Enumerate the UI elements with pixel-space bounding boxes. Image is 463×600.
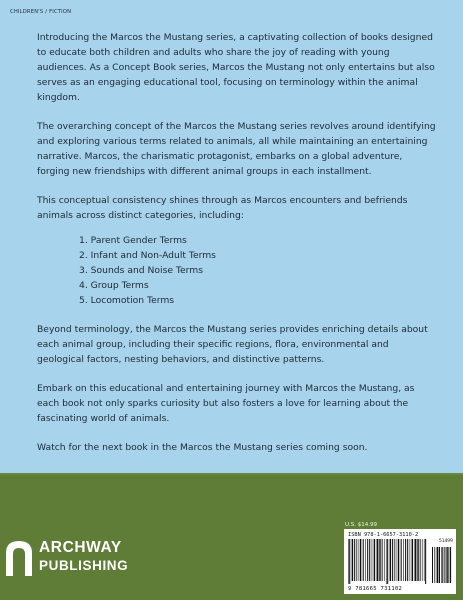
- list-item: 1. Parent Gender Terms: [79, 235, 187, 246]
- publisher-name: ARCHWAY: [39, 539, 122, 556]
- publisher-logo: [5, 534, 155, 584]
- blurb-paragraph-intro: Introducing the Marcos the Mustang series, a captivating collection of books designed to educate both children and adults who share the joy of reading with young audiences. As a Concept Book series, Marcos the Mustang not only entertains but also serves as an engaging educational tool, focusing on terminology within the animal kingdom.: [37, 32, 435, 103]
- blurb-text: [37, 30, 437, 469]
- archway-icon: [5, 539, 33, 577]
- blurb-paragraph-consistency: This conceptual consistency shines through as Marcos encounters and befriends animals across distinct categories, including:: [37, 195, 408, 221]
- blurb-paragraph-next-book: Watch for the next book in the Marcos the Mustang series coming soon.: [37, 442, 368, 453]
- list-item: 3. Sounds and Noise Terms: [79, 265, 203, 276]
- barcode-addon-digits: 51499: [439, 539, 453, 544]
- blurb-paragraph-journey: Embark on this educational and entertaining journey with Marcos the Mustang, as each book not only sparks curiosity but also fosters a love for learning about the fascinating world of animals.: [37, 383, 415, 424]
- isbn-barcode: [344, 529, 456, 594]
- price-label: U.S. $14.99: [345, 522, 378, 528]
- blurb-paragraph-concept: The overarching concept of the Marcos the Mustang series revolves around identifying and exploring various terms related to animals, all while maintaining an entertaining narrative. Marcos, the charismatic protagonist, embarks on a global adventure, forging new friendships with different animal groups in each installment.: [37, 121, 436, 177]
- list-item: 4. Group Terms: [79, 280, 149, 291]
- category-list: [37, 233, 437, 308]
- list-item: 2. Infant and Non-Adult Terms: [79, 250, 216, 261]
- isbn-number: ISBN 978-1-6657-3110-2: [348, 532, 419, 538]
- barcode-bars: [348, 539, 452, 585]
- blurb-paragraph-details: Beyond terminology, the Marcos the Mustang series provides enriching details about each animal group, including their specific regions, flora, environmental and geological factors, nesting behaviors, and distinctive patterns.: [37, 324, 428, 365]
- barcode-digits: 9 781665 731102: [348, 586, 403, 592]
- list-item: 5. Locomotion Terms: [79, 295, 175, 306]
- category-label: CHILDREN'S / FICTION: [10, 9, 72, 15]
- publisher-subname: PUBLISHING: [39, 558, 129, 573]
